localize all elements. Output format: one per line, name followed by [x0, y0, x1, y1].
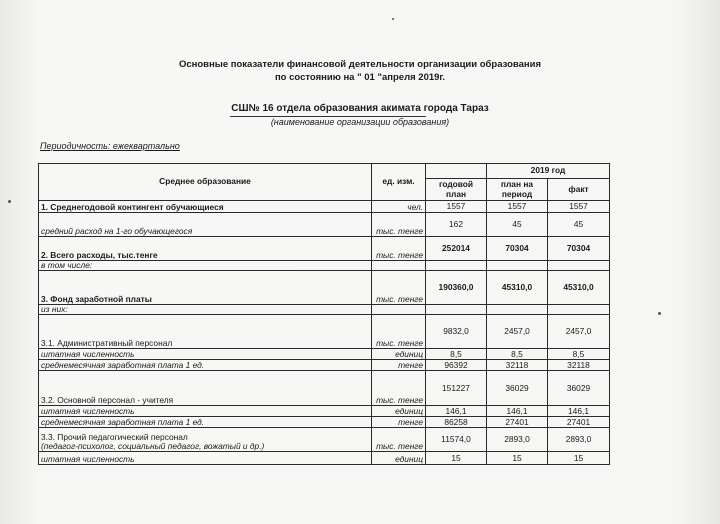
row-label: штатная численность	[39, 452, 372, 465]
row-value-plan: 252014	[426, 237, 487, 261]
row-value-plan: 8,5	[426, 349, 487, 360]
header-unit: ед. изм.	[372, 164, 426, 201]
row-value-fact: 2457,0	[548, 315, 610, 349]
table-row	[39, 406, 610, 417]
header-section: Среднее образование	[39, 164, 372, 201]
row-value-plan: 9832,0	[426, 315, 487, 349]
document-title-line1: Основные показатели финансовой деятельности организации образования	[178, 59, 542, 70]
row-value-period: 27401	[487, 417, 548, 428]
row-value-fact	[548, 305, 610, 315]
row-value-period: 70304	[487, 237, 548, 261]
row-value-plan	[426, 261, 487, 271]
row-value-fact: 45	[548, 213, 610, 237]
row-label: в том числе:	[39, 261, 372, 271]
row-value-period: 45310,0	[487, 271, 548, 305]
row-value-fact: 32118	[548, 360, 610, 371]
table-row	[39, 201, 610, 213]
organization-caption: (наименование организации образования)	[270, 117, 450, 127]
row-unit: тыс. тенге	[372, 271, 426, 305]
table-row	[39, 237, 610, 261]
row-value-plan: 86258	[426, 417, 487, 428]
row-value-fact: 2893,0	[548, 428, 610, 452]
row-label-line2: (педагог-психолог, социальный педагог, вожатый и др.)	[41, 441, 265, 452]
table-row	[39, 271, 610, 305]
row-value-plan: 11574,0	[426, 428, 487, 452]
header-fact: факт	[548, 179, 610, 201]
row-unit: тыс. тенге	[372, 428, 426, 452]
row-unit: единиц	[372, 452, 426, 465]
row-label: из них:	[39, 305, 372, 315]
row-label-line1: 3.3. Прочий педагогический персонал	[41, 432, 188, 442]
row-label: 3.2. Основной персонал - учителя	[39, 371, 372, 406]
row-value-fact: 27401	[548, 417, 610, 428]
table-row	[39, 428, 610, 452]
row-value-fact	[548, 261, 610, 271]
row-unit: тенге	[372, 417, 426, 428]
row-value-period: 146,1	[487, 406, 548, 417]
header-empty-cell	[426, 164, 487, 179]
row-value-plan: 96392	[426, 360, 487, 371]
table-row	[39, 452, 610, 465]
row-value-fact: 45310,0	[548, 271, 610, 305]
row-unit: тенге	[372, 360, 426, 371]
row-label: 3.1. Административный персонал	[39, 315, 372, 349]
row-label: штатная численность	[39, 349, 372, 360]
table-row	[39, 261, 610, 271]
row-label: среднемесячная заработная плата 1 ед.	[39, 417, 372, 428]
row-value-fact: 70304	[548, 237, 610, 261]
row-value-period: 1557	[487, 201, 548, 213]
row-value-period: 8,5	[487, 349, 548, 360]
header-annual-plan: годовой план	[426, 179, 487, 201]
scan-speck	[658, 312, 661, 315]
row-label: 2. Всего расходы, тыс.тенге	[39, 237, 372, 261]
header-year: 2019 год	[487, 164, 610, 179]
table-row	[39, 371, 610, 406]
row-value-plan: 146,1	[426, 406, 487, 417]
row-value-fact: 146,1	[548, 406, 610, 417]
table-header-row-top	[39, 164, 610, 179]
row-value-plan	[426, 305, 487, 315]
row-value-fact: 15	[548, 452, 610, 465]
row-unit: чел.	[372, 201, 426, 213]
row-value-fact: 8,5	[548, 349, 610, 360]
row-label: средний расход на 1-го обучающегося	[39, 213, 372, 237]
document-title-line2: по состоянию на " 01 "апреля 2019г.	[274, 72, 446, 83]
table-row	[39, 315, 610, 349]
row-unit: тыс. тенге	[372, 371, 426, 406]
row-label: среднемесячная заработная плата 1 ед.	[39, 360, 372, 371]
organization-name: СШ№ 16 отдела образования акимата города Тараз	[231, 103, 489, 114]
table-row	[39, 417, 610, 428]
row-value-period: 45	[487, 213, 548, 237]
row-unit: тыс. тенге	[372, 237, 426, 261]
row-value-plan: 1557	[426, 201, 487, 213]
row-unit: тыс. тенге	[372, 315, 426, 349]
row-unit: единиц	[372, 349, 426, 360]
row-label: штатная численность	[39, 406, 372, 417]
row-label: 3. Фонд заработной платы	[39, 271, 372, 305]
row-unit	[372, 261, 426, 271]
row-label	[39, 428, 372, 452]
row-value-period	[487, 261, 548, 271]
row-value-plan: 190360,0	[426, 271, 487, 305]
periodicity-label: Периодичность: ежеквартально	[40, 141, 180, 151]
row-unit: тыс. тенге	[372, 213, 426, 237]
row-value-period: 36029	[487, 371, 548, 406]
row-value-period: 2457,0	[487, 315, 548, 349]
row-value-period: 2893,0	[487, 428, 548, 452]
row-value-period: 32118	[487, 360, 548, 371]
row-value-plan: 15	[426, 452, 487, 465]
header-period-plan: план на период	[487, 179, 548, 201]
row-label: 1. Среднегодовой контингент обучающиеся	[39, 201, 372, 213]
row-value-fact: 1557	[548, 201, 610, 213]
table-row	[39, 305, 610, 315]
row-unit	[372, 305, 426, 315]
scan-speck	[392, 18, 394, 20]
row-value-period: 15	[487, 452, 548, 465]
row-value-plan: 151227	[426, 371, 487, 406]
row-value-plan: 162	[426, 213, 487, 237]
row-value-fact: 36029	[548, 371, 610, 406]
financial-indicators-table	[38, 163, 610, 465]
scan-speck	[8, 200, 11, 203]
row-unit: единиц	[372, 406, 426, 417]
table-body	[39, 201, 610, 465]
table-row	[39, 213, 610, 237]
row-value-period	[487, 305, 548, 315]
table-row	[39, 349, 610, 360]
table-row	[39, 360, 610, 371]
